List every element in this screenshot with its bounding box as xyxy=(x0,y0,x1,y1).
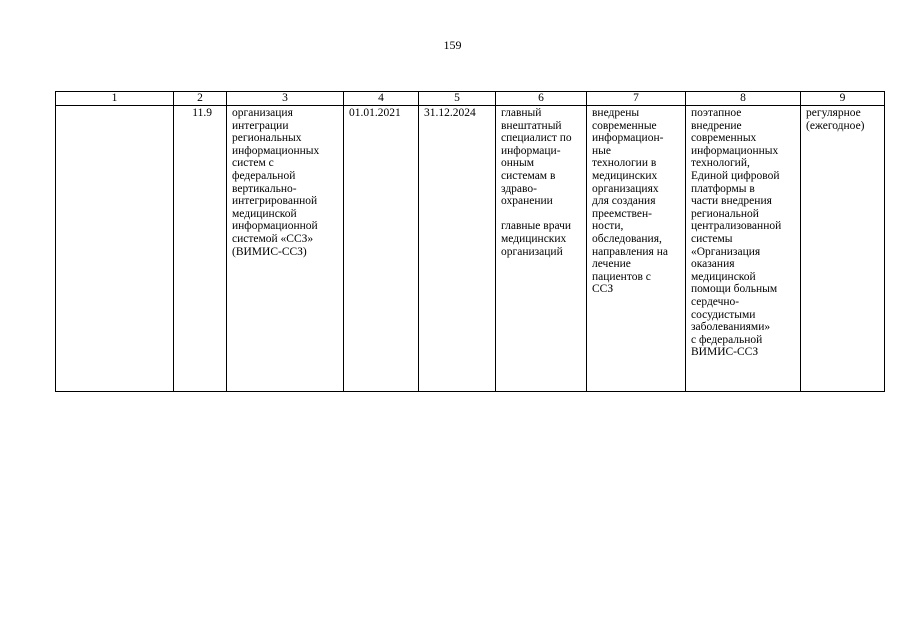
header-cell-2: 2 xyxy=(174,92,227,106)
table-header-row xyxy=(56,92,885,106)
header-cell-9: 9 xyxy=(801,92,885,106)
cell-indicator: поэтапное внедрение современных информационных технологий, Единой цифровой платформы в части внедрения региональной централизованной системы «Организация оказания медицинской помощи больным сердечно- сосудистыми заболеваниями» с федеральной ВИМИС-ССЗ xyxy=(686,106,801,392)
page-number: 159 xyxy=(443,38,462,52)
header-cell-7: 7 xyxy=(587,92,686,106)
cell-result: внедрены современные информацион- ные технологии в медицинских организациях для создания преемствен- ности, обследования, направления на лечение пациентов с ССЗ xyxy=(587,106,686,392)
cell-start-date: 01.01.2021 xyxy=(344,106,419,392)
header-cell-8: 8 xyxy=(686,92,801,106)
header-cell-5: 5 xyxy=(419,92,496,106)
header-cell-1: 1 xyxy=(56,92,174,106)
cell-item-number: 11.9 xyxy=(174,106,227,392)
header-cell-4: 4 xyxy=(344,92,419,106)
header-cell-3: 3 xyxy=(227,92,344,106)
cell-periodicity: регулярное (ежегодное) xyxy=(801,106,885,392)
plan-table xyxy=(55,91,885,392)
cell-section xyxy=(56,106,174,392)
table-row xyxy=(56,106,885,392)
cell-end-date: 31.12.2024 xyxy=(419,106,496,392)
header-cell-6: 6 xyxy=(496,92,587,106)
cell-responsible: главный внештатный специалист по информаци- онным системам в здраво- охранении главные врачи медицинских организаций xyxy=(496,106,587,392)
cell-measure-name: организация интеграции региональных информационных систем с федеральной вертикально- интегрированной медицинской информационной системой «ССЗ» (ВИМИС-ССЗ) xyxy=(227,106,344,392)
